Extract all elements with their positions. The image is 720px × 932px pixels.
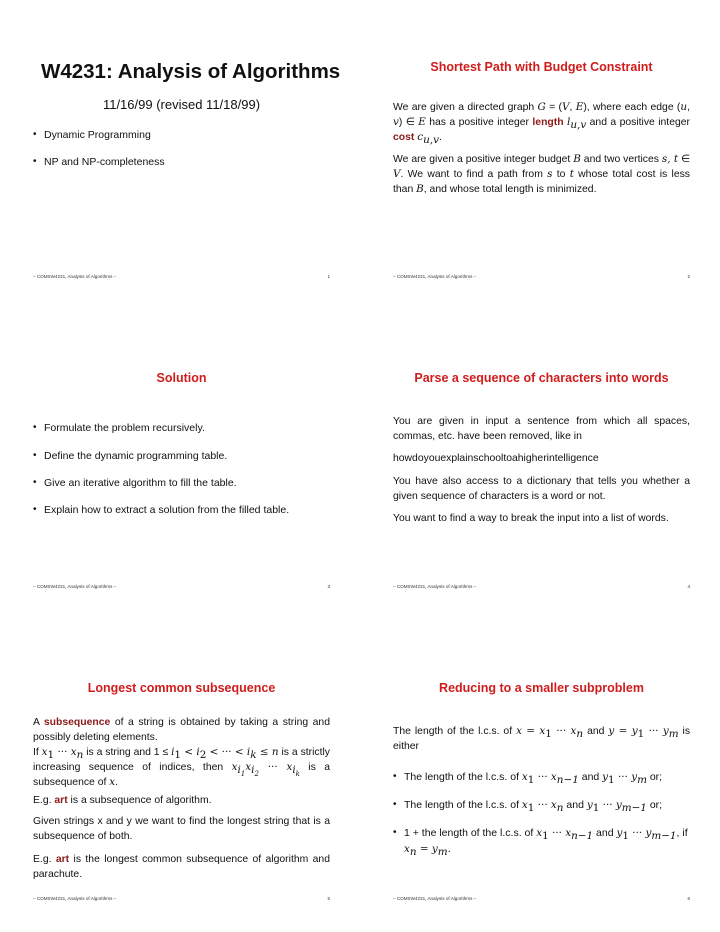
- page-number: 6: [687, 896, 690, 901]
- slide-footer: – COMSW4231, Analysis of Algorithms – 5: [33, 896, 330, 901]
- subsequence-term: subsequence: [43, 717, 111, 728]
- list-item: • Define the dynamic programming table.: [33, 449, 330, 463]
- list-item: • Dynamic Programming: [33, 128, 330, 142]
- page-number: 2: [687, 274, 690, 279]
- slide-title: Longest common subsequence: [87, 681, 276, 695]
- page-number: 1: [327, 274, 330, 279]
- example-string: howdoyouexplainschooltoahigherintelligence: [393, 453, 599, 464]
- slide-footer: – COMSW4231, Analysis of Algorithms – 3: [33, 584, 330, 589]
- slide-3: [0, 310, 360, 620]
- paragraph: E.g. art is a subsequence of algorithm.: [33, 795, 212, 806]
- slide-title: Shortest Path with Budget Constraint: [430, 60, 653, 74]
- slide-title: Solution: [156, 371, 207, 385]
- slide-6: [360, 620, 720, 930]
- list-item: • Give an iterative algorithm to fill the table.: [33, 476, 330, 490]
- paragraph: The length of the l.c.s. of $x = x_1$ ··· $x_n$ and $y = y_1$ ··· $y_m$ is either: [393, 725, 691, 752]
- paragraph: You have also access to a dictionary that tells you whether a given sequence of characters is a word or not.: [393, 476, 690, 502]
- page-number: 3: [327, 584, 330, 589]
- list-item: • NP and NP-completeness: [33, 155, 330, 169]
- bullet-list: [33, 128, 330, 169]
- slide-title: Reducing to a smaller subproblem: [439, 681, 644, 695]
- list-item: • Explain how to extract a solution from the filled table.: [33, 503, 330, 517]
- slide-footer: – COMSW4231, Analysis of Algorithms – 2: [393, 274, 690, 279]
- page-number: 5: [327, 896, 330, 901]
- list-item: • The length of the l.c.s. of $x_1$ ··· $x_n$ and $y_1$ ··· $y_{m-1}$ or;: [393, 798, 690, 812]
- slide-footer: – COMSW4231, Analysis of Algorithms – 4: [393, 584, 690, 589]
- length-term: length: [532, 117, 564, 128]
- list-item: • Formulate the problem recursively.: [33, 421, 330, 435]
- cost-term: cost: [393, 132, 415, 143]
- slide-title: Parse a sequence of characters into words: [414, 371, 669, 385]
- slide-1: [0, 0, 360, 310]
- slide-4: [360, 310, 720, 620]
- paragraph: We are given a positive integer budget B and two vertices s, t ∈ V. We want to find a path from s to t whose total cost is less than B, and whose total length is minimized.: [393, 153, 690, 195]
- slide-title: W4231: Analysis of Algorithms: [41, 60, 341, 83]
- paragraph: We are given a directed graph G = (V, E), where each edge (u, v) ∈ E has a positive integer length $l_{u,v}$ and a positive integer cost $c_{u,v}$.: [393, 101, 690, 147]
- list-item: • The length of the l.c.s. of $x_1$ ··· $x_{n-1}$ and $y_1$ ··· $y_m$ or;: [393, 770, 690, 784]
- paragraph: A subsequence of a string is obtained by taking a string and possibly deleting elements. If $x_1$ ··· $x_n$ is a string and $1 \le i_1 < i_2$ < ··· < $i_k \le n$ is a strictly increasing sequence of indices, then $x_{i_1}x_{i_2}$ ··· $x_{i_k}$ is a subsequence of x.: [33, 717, 331, 788]
- paragraph: You want to find a way to break the input into a list of words.: [393, 513, 669, 524]
- slide-5: [0, 620, 360, 930]
- paragraph: Given strings x and y we want to find the longest string that is a subsequence of both.: [33, 816, 330, 842]
- paragraph: E.g. art is the longest common subsequence of algorithm and parachute.: [33, 854, 330, 880]
- bullet-list: [393, 770, 690, 857]
- page-number: 4: [687, 584, 690, 589]
- paragraph: You are given in input a sentence from which all spaces, commas, etc. have been removed, like in: [393, 416, 690, 442]
- slide-date: 11/16/99 (revised 11/18/99): [102, 97, 261, 112]
- slide-footer: – COMSW4231, Analysis of Algorithms – 6: [393, 896, 690, 901]
- bullet-list: [33, 421, 330, 517]
- list-item: • 1 + the length of the l.c.s. of $x_1$ ··· $x_{n-1}$ and $y_1$ ··· $y_{m-1}$, if $x_n = y_m$.: [393, 825, 690, 857]
- slide-2: [360, 0, 720, 310]
- slide-footer: – COMSW4231, Analysis of Algorithms – 1: [33, 274, 330, 279]
